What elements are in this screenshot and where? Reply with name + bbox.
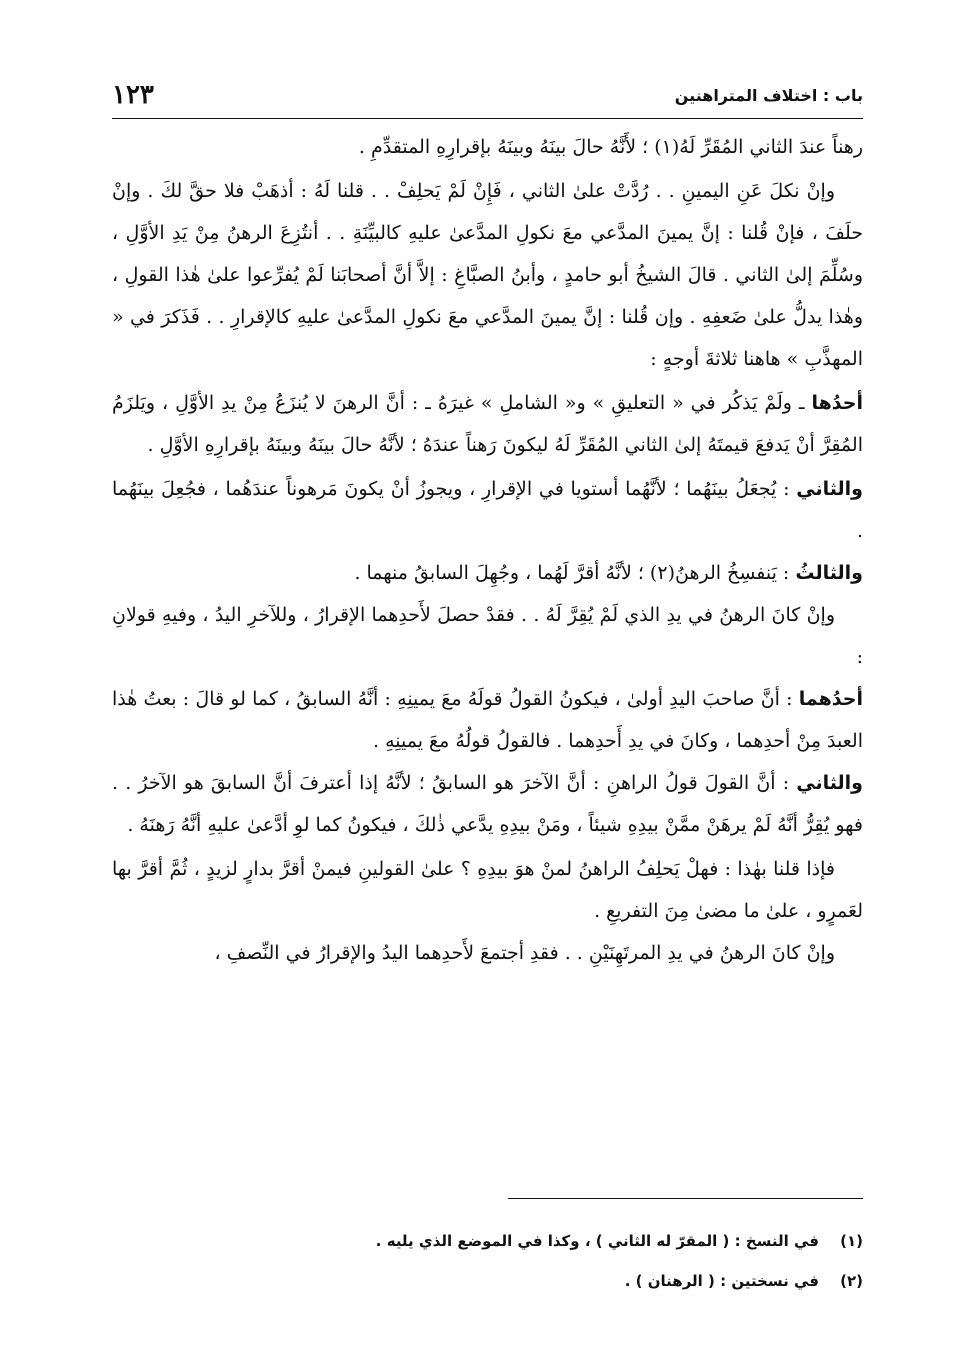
footnotes <box>112 1232 863 1312</box>
footnote <box>112 1232 863 1272</box>
page-number: ١٢٣ <box>112 80 154 110</box>
paragraph-text: : يَنفسِخُ الرهنُ(٢) ؛ لأنَّهُ أقرَّ لَهُما ، وجُهِلَ السابقُ منهما . <box>354 562 796 584</box>
paragraph <box>112 932 863 974</box>
paragraph <box>112 170 863 380</box>
footnote <box>112 1272 863 1312</box>
paragraph <box>112 382 863 466</box>
paragraph <box>112 762 863 846</box>
paragraph <box>112 468 863 552</box>
paragraph-lead: والثاني <box>796 478 863 500</box>
paragraph-lead: أحدُها <box>811 392 863 414</box>
paragraph-text: فإذا قلنا بهٰذا : فهلْ يَحلِفُ الراهنُ لمنْ هوَ بيدِهِ ؟ علىٰ القولينِ فيمنْ أقرَّ بدارٍ لزيدٍ ، ثُمَّ أقرَّ بها لعَمرٍو ، علىٰ ما مضىٰ مِنَ التفريعِ . <box>112 858 863 922</box>
page-header <box>112 80 863 114</box>
paragraph-text: ـ ولَمْ يَذكُر في « التعليقِ » و« الشاملِ » غيرَهُ ـ : أنَّ الرهنَ لا يُنزَعُ مِنْ يدِ الأوَّلِ ، ويَلزَمُ المُقِرَّ أنْ يَدفعَ قيمتَهُ إلىٰ الثاني المُقَرِّ لَهُ ليكونَ رَهناً عندَهُ ؛ لأنَّهُ حالَ بينَهُ وبينَهُ بإقرارِهِ الأوَّلِ . <box>112 392 863 456</box>
running-head: باب : اختلاف المتراهنين <box>674 86 863 105</box>
paragraph-text: : يُجعَلُ بينَهُما ؛ لأنَّهُما أستويا في الإقرارِ ، ويجوزُ أنْ يكونَ مَرهوناً عندَهُما ، فجُعِلَ بينَهُما . <box>112 478 863 542</box>
paragraph <box>112 848 863 932</box>
paragraph-lead: والثالثُ <box>795 562 863 584</box>
paragraph <box>112 594 863 678</box>
footnote-rule <box>508 1198 863 1199</box>
paragraph-text: : أنَّ القولَ قولُ الراهنِ : أنَّ الآخرَ هو السابقُ ؛ لأنَّهُ إذا أعترفَ أنَّ السابقَ هو الآخرُ . . فهو يُقِرُّ أنَّهُ لَمْ يرهَنْ ممَّنْ بيدِهِ شيئاً ، ومَنْ بيدِهِ يدَّعي ذٰلكَ ، فيكونُ كما لوِ أدَّعىٰ عليهِ أنَّهُ رَهنَهُ . <box>112 772 863 836</box>
paragraph-text: : أنَّ صاحبَ اليدِ أولىٰ ، فيكونُ القولُ قولَهُ معَ يمينِهِ : أنَّهُ السابقُ ، كما لو قالَ : بعتُ هٰذا العبدَ مِنْ أحدِهما ، وكانَ في يدِ أَحدِهما . فالقولُ قولُهُ معَ يمينِهِ . <box>112 688 863 752</box>
paragraph <box>112 552 863 594</box>
footnote-number: (٢) <box>840 1272 863 1290</box>
paragraph <box>112 126 863 168</box>
header-rule <box>112 118 863 119</box>
footnote-number: (١) <box>840 1232 863 1250</box>
paragraph-text: رهناً عندَ الثاني المُقَرِّ لَهُ(١) ؛ لأَنَّهُ حالَ بينَهُ وبينَهُ بإقرارِهِ المتقدِّمِ . <box>358 136 863 158</box>
paragraph-lead: أحدُهما <box>798 688 863 710</box>
paragraph <box>112 678 863 762</box>
paragraph-text: وإنْ كانَ الرهنُ في يدِ الذي لَمْ يُقِرَّ لَهُ . . فقدْ حصلَ لأَحدِهما الإقرارُ ، وللآخرِ اليدُ ، وفيهِ قولانِ : <box>112 604 863 668</box>
paragraph-text: وإنْ نكلَ عَنِ اليمينِ . . رُدَّتْ علىٰ الثاني ، فَإِنْ لَمْ يَحلِفْ . . قلنا لَهُ : أذهَبْ فلا حقَّ لكَ . وإنْ حلَفَ ، فإنْ قُلنا : إنَّ يمينَ المدَّعي معَ نكولِ المدَّعىٰ عليهِ كالبيِّنَةِ . . أنتُزِعَ الرهنُ مِنْ يَدِ الأوَّلِ ، وسُلِّمَ إلىٰ الثاني . قالَ الشيخُ أبو حامدٍ ، وأبنُ الصبَّاغِ : إلاَّ أنَّ أصحابَنا لَمْ يُفرِّعوا علىٰ هٰذا القولِ ، وهٰذا يدلُّ علىٰ ضَعفِهِ . وإن قُلنا : إنَّ يمينَ المدَّعي معَ نكولِ المدَّعىٰ عليهِ كالإقرارِ . . فَذَكرَ في « المهذَّبِ » هاهنا ثلاثةَ أوجهٍ : <box>112 180 863 370</box>
paragraph-text: وإنْ كانَ الرهنُ في يدِ المرتَهِنَيْنِ . . فقدِ أجتمعَ لأَحدِهما اليدُ والإقرارُ في النِّصفِ ، <box>214 942 835 964</box>
body-text <box>112 126 863 974</box>
paragraph-lead: والثاني <box>796 772 863 794</box>
footnote-text: في النسخ : ( المقرّ له الثاني ) ، وكذا في الموضع الذي يليه . <box>375 1232 819 1250</box>
footnote-text: في نسختين : ( الرهنان ) . <box>624 1272 819 1290</box>
